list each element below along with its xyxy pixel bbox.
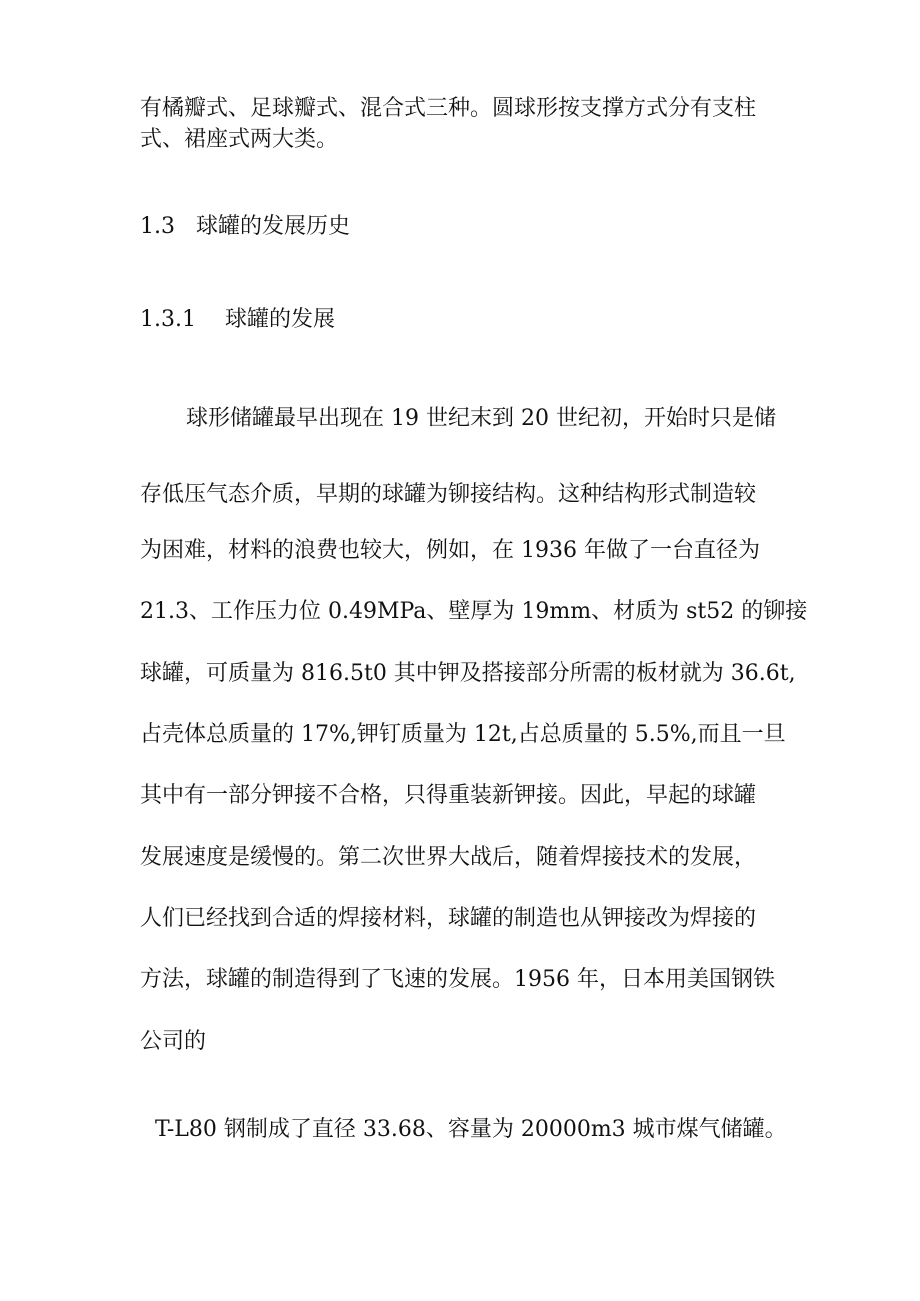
body-line-4: 21.3、工作压力位 0.49MPa、壁厚为 19mm、材质为 st52 的铆接: [140, 599, 808, 624]
body-line-11: 公司的: [140, 1029, 207, 1054]
section-title: 球罐的发展历史: [196, 214, 351, 239]
subsection-heading: [140, 305, 335, 335]
subsection-title: 球罐的发展: [224, 307, 335, 332]
body-line-2: 存低压气态介质，早期的球罐为铆接结构。这种结构形式制造较: [140, 482, 757, 507]
intro-line-1: 有橘瓣式、足球瓣式、混合式三种。圆球形按支撑方式分有支柱: [140, 96, 757, 121]
body-line-3: 为困难，材料的浪费也较大，例如，在 1936 年做了一台直径为: [140, 538, 760, 563]
intro-line-2: 式、裙座式两大类。: [140, 127, 339, 152]
section-number: 1.3: [140, 214, 175, 239]
body-line-10: 方法，球罐的制造得到了飞速的发展。1956 年，日本用美国钢铁: [140, 967, 775, 992]
body-last-line: T-L80 钢制成了直径 33.68、容量为 20000m3 城市煤气储罐。: [155, 1117, 787, 1142]
body-line-9: 人们已经找到合适的焊接材料，球罐的制造也从钾接改为焊接的: [140, 906, 757, 931]
body-line-6: 占壳体总质量的 17%,钾钉质量为 12t,占总质量的 5.5%,而且一旦: [140, 722, 786, 747]
subsection-number: 1.3.1: [140, 307, 196, 332]
body-line-8: 发展速度是缓慢的。第二次世界大战后，随着焊接技术的发展，: [140, 845, 757, 870]
body-line-7: 其中有一部分钾接不合格，只得重装新钾接。因此，早起的球罐: [140, 783, 757, 808]
section-heading: [140, 212, 350, 242]
body-line-1: 球形储罐最早出现在 19 世纪末到 20 世纪初，开始时只是储: [186, 406, 776, 431]
body-line-5: 球罐，可质量为 816.5t0 其中钾及搭接部分所需的板材就为 36.6t,: [140, 661, 796, 686]
